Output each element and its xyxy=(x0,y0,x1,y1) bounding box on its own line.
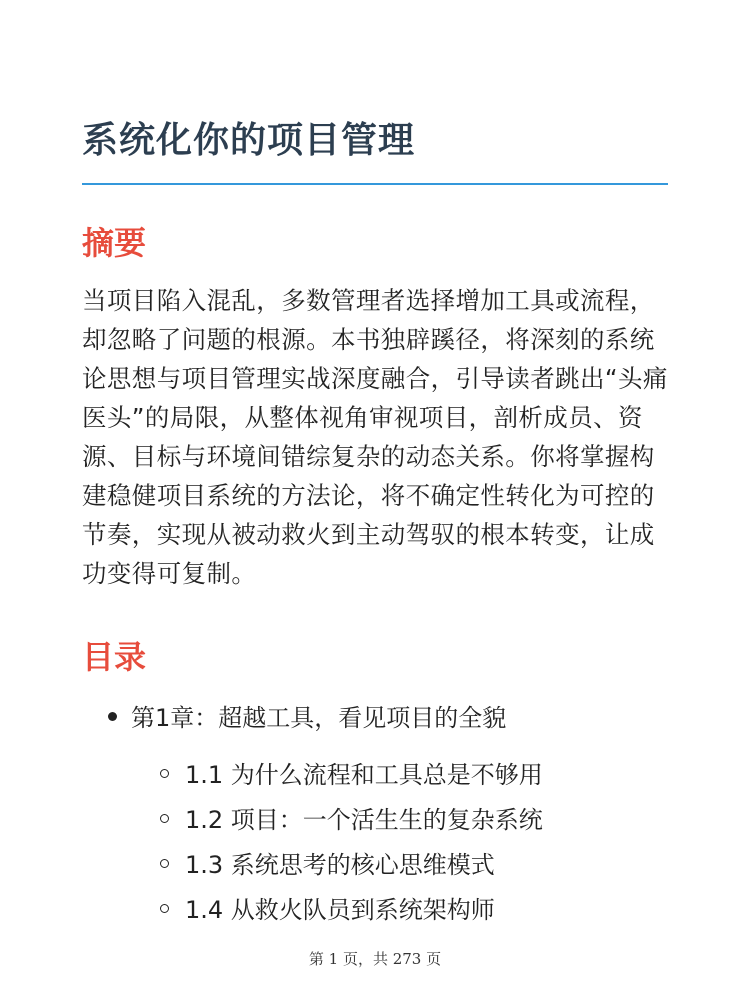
toc-section-label: 1.2 项目：一个活生生的复杂系统 xyxy=(185,806,543,834)
abstract-paragraph: 当项目陷入混乱，多数管理者选择增加工具或流程，却忽略了问题的根源。本书独辟蹊径，将深刻的系统论思想与项目管理实战深度融合，引导读者跳出“头痛医头”的局限，从整体视角审视项目，剖析成员、资源、目标与环境间错综复杂的动态关系。你将掌握构建稳健项目系统的方法论，将不确定性转化为可控的节奏，实现从被动救火到主动驾驭的根本转变，让成功变得可复制。 xyxy=(82,286,668,588)
toc-section-item xyxy=(160,845,495,880)
toc-chapter-label: 第1章：超越工具，看见项目的全貌 xyxy=(131,704,507,732)
toc-heading: 目录 xyxy=(82,638,147,676)
toc-section-label: 1.4 从救火队员到系统架构师 xyxy=(185,896,495,924)
bullet-dot-icon xyxy=(108,712,117,721)
title-divider xyxy=(82,183,668,185)
bullet-circle-icon xyxy=(160,814,169,823)
toc-chapter-item xyxy=(108,698,506,733)
bullet-circle-icon xyxy=(160,769,169,778)
toc-section-item xyxy=(160,755,543,790)
toc-section-label: 1.1 为什么流程和工具总是不够用 xyxy=(185,761,543,789)
toc-section-item xyxy=(160,890,495,925)
bullet-circle-icon xyxy=(160,904,169,913)
document-title: 系统化你的项目管理 xyxy=(82,120,416,161)
bullet-circle-icon xyxy=(160,859,169,868)
toc-section-item xyxy=(160,800,543,835)
abstract-heading: 摘要 xyxy=(82,224,147,262)
page-number-footer: 第 1 页，共 273 页 xyxy=(308,950,442,968)
toc-section-label: 1.3 系统思考的核心思维模式 xyxy=(185,851,495,879)
